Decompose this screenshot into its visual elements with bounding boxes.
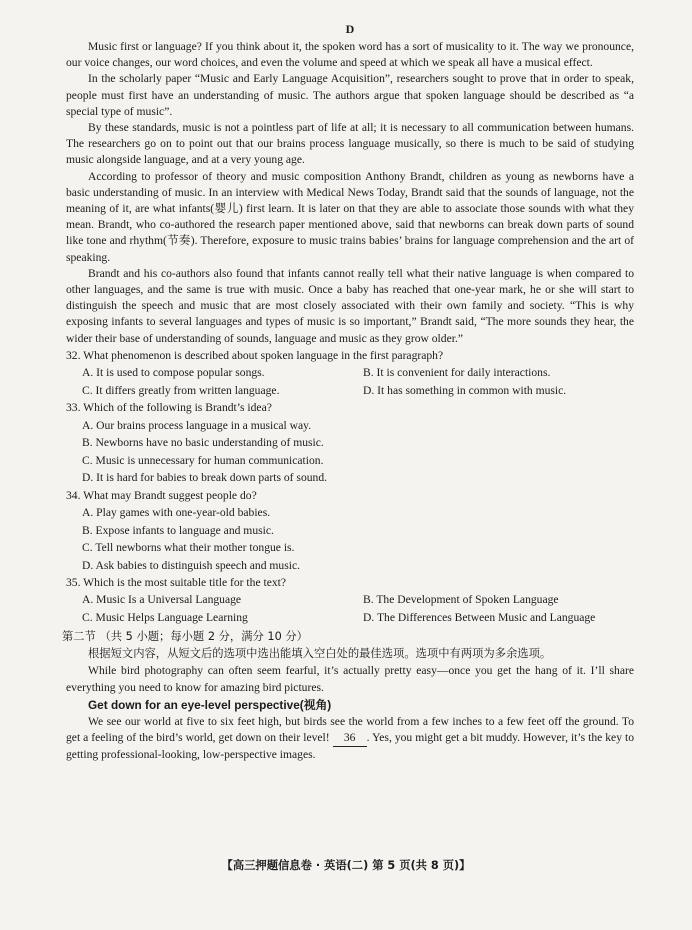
option-list	[66, 504, 634, 574]
page-footer: 【高三押题信息卷 · 英语(二) 第 5 页(共 8 页)】	[221, 859, 471, 872]
option-c[interactable]: C. Music Helps Language Learning	[82, 610, 248, 624]
passage-paragraph: By these standards, music is not a pointless part of life at all; it is necessary to all communication between humans. The researchers go on to point out that our brains process language musically, so there is much to be said of studying music alongside language, and at a very young age.	[66, 121, 634, 167]
option-list	[66, 417, 634, 487]
section-2-intro: While bird photography can often seem fearful, it’s actually pretty easy—once you get the hang of it. I’ll share everything you need to know for amazing bird pictures.	[66, 664, 634, 694]
question-stem: 33. Which of the following is Brandt’s idea?	[66, 401, 272, 415]
paragraph-text-after: . Yes, you might get a bit muddy. However, it’s the key to getting professional-looking, low-perspective images.	[66, 731, 634, 762]
option-a[interactable]: A. Music Is a Universal Language	[82, 593, 242, 607]
reading-passage	[66, 39, 634, 347]
option-d[interactable]: D. It has something in common with music.	[363, 383, 567, 397]
option-b[interactable]: B. Expose infants to language and music.	[82, 523, 274, 537]
option-d[interactable]: D. It is hard for babies to break down parts of sound.	[82, 471, 328, 485]
section-2-instruction: 根据短文内容，从短文后的选项中选出能填入空白处的最佳选项。选项中有两项为多余选项。	[88, 647, 552, 661]
question-stem: 34. What may Brandt suggest people do?	[66, 488, 257, 502]
option-c[interactable]: C. It differs greatly from written language.	[82, 383, 280, 397]
section-2-heading: 第二节 （共 5 小题；每小题 2 分，满分 10 分）	[62, 630, 308, 644]
question-32	[66, 348, 634, 399]
option-a[interactable]: A. It is used to compose popular songs.	[82, 366, 265, 380]
section-2-subheading: Get down for an eye-level perspective(视角)	[88, 697, 332, 712]
question-33	[66, 400, 634, 486]
option-b[interactable]: B. The Development of Spoken Language	[363, 593, 559, 607]
section-2-paragraph	[66, 714, 634, 764]
option-a[interactable]: A. Play games with one-year-old babies.	[82, 506, 271, 520]
option-c[interactable]: C. Tell newborns what their mother tongue is.	[82, 541, 295, 555]
option-c[interactable]: C. Music is unnecessary for human communication.	[82, 453, 324, 467]
passage-paragraph: According to professor of theory and music composition Anthony Brandt, children as young as newborns have a basic understanding of music. In an interview with Medical News Today, Brandt said that the sounds of language, not the meaning of it, are what infants(婴儿) first learn. It is later on that they are able to associate those sounds with what they mean. Brandt, who co-authored the research paper mentioned above, said that newborns can break down parts of sound like tone and rhythm(节奏). Therefore, exposure to music trains babies’ brains for language comprehension and the art of speaking.	[66, 169, 634, 264]
blank-36[interactable]: 36	[333, 730, 367, 747]
option-list	[66, 364, 634, 399]
option-d[interactable]: D. The Differences Between Music and Language	[363, 610, 596, 624]
question-stem: 32. What phenomenon is described about spoken language in the first paragraph?	[66, 348, 444, 362]
option-d[interactable]: D. Ask babies to distinguish speech and music.	[82, 558, 301, 572]
passage-paragraph: In the scholarly paper “Music and Early Language Acquisition”, researchers sought to prove that in order to speak, people must first have an understanding of music. The authors argue that spoken language should be described as “a special type of music”.	[66, 72, 634, 118]
option-b[interactable]: B. It is convenient for daily interactions.	[363, 366, 551, 380]
option-b[interactable]: B. Newborns have no basic understanding of music.	[82, 436, 324, 450]
paragraph-text-before: We see our world at five to six feet high, but birds see the world from a few inches to a few feet off the ground. To get a feeling of the bird’s world, get down on their level!	[66, 714, 634, 745]
passage-paragraph: Music first or language? If you think about it, the spoken word has a sort of musicality to it. The way we pronounce, our voice changes, our word choices, and even the volume and speed at which we speak all have a musical effect.	[66, 40, 634, 70]
question-35	[66, 575, 634, 626]
question-34	[66, 488, 634, 574]
section-letter: D	[345, 22, 355, 36]
option-list	[66, 591, 634, 626]
question-stem: 35. Which is the most suitable title for the text?	[66, 576, 287, 590]
option-a[interactable]: A. Our brains process language in a musical way.	[82, 418, 312, 432]
passage-paragraph: Brandt and his co-authors also found that infants cannot really tell what their native language is when compared to other languages, and the same is true with music. Once a baby has reached that one-year mark, he or she will start to distinguish the speech and music that are most closely associated with their own family and society. “This is why exposing infants to several languages and types of music is so important,” Brandt said, “The more sounds they hear, the wider their base of understanding of sounds, language and music as they grow older.”	[66, 266, 634, 345]
